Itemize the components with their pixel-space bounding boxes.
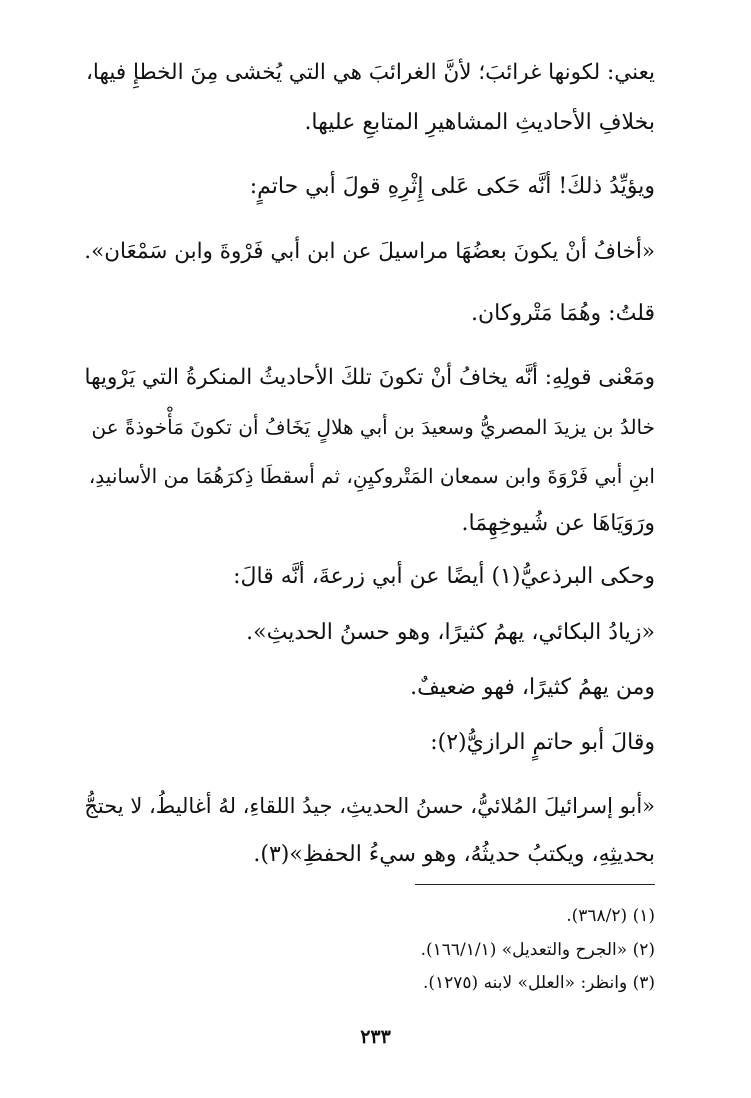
- quote-line: «أبو إسرائيلَ المُلائيُّ، حسنُ الحديثِ، جيدُ اللقاءِ، لهُ أغاليطُ، لا يحتجُّ: [84, 794, 655, 818]
- quote-line: «أخافُ أنْ يكونَ بعضُهَا مراسيلَ عن ابن أبي فَرْوةَ وابن سَمْعَان».: [84, 239, 655, 264]
- quote-line: «زيادُ البكائي، يهمُ كثيرًا، وهو حسنُ الحديثِ».: [246, 620, 655, 645]
- footnote-separator: [415, 884, 655, 885]
- text-line: وحكى البرذعيُّ(١) أيضًا عن أبي زرعةَ، أنَّه قالَ:: [233, 564, 655, 589]
- text-line: ورَوَيَاهَا عن شُيوخِهِمَا.: [461, 511, 655, 536]
- text-line: ومَعْنى قولِهِ: أنَّه يخافُ أنْ تكونَ تلكَ الأحاديثُ المنكرةُ التي يَرْويها: [84, 365, 655, 390]
- text-line: ويؤيِّدُ ذلكَ! أنَّه حَكى عَلى إِثْرِهِ قولَ أبي حاتمٍ:: [249, 174, 655, 199]
- text-line: وقالَ أبو حاتمٍ الرازيُّ(٢):: [430, 730, 655, 755]
- text-line: قلتُ: وهُمَا مَتْروكان.: [471, 301, 655, 326]
- page-number: ٢٣٣: [360, 1026, 391, 1048]
- text-line: خالدُ بن يزيدَ المصريُّ وسعيدَ بن أبي هلالٍ يَخَافُ أن تكونَ مَأْخوذةً عن: [91, 415, 655, 439]
- footnote: (٢) «الجرح والتعديل» (١٦٦/١/١).: [420, 940, 655, 960]
- footnote: (١) (٣٦٨/٢).: [566, 906, 655, 926]
- text-line: ومن يهمُ كثيرًا، فهو ضعيفٌ.: [410, 675, 655, 700]
- text-line: يعني: لكونها غرائبَ؛ لأنَّ الغرائبَ هي التي يُخشى مِنَ الخطإِ فيها،: [85, 60, 655, 85]
- quote-line: بحديثِهِ، ويكتبُ حديثُهُ، وهو سيءُ الحفظِ»(٣).: [253, 842, 655, 867]
- text-line: ابنِ أبي فَرْوَةَ وابن سمعان المَتْروكيِنِ، ثم أسقطَا ذِكرَهُمَا من الأسانيدِ،: [88, 464, 655, 488]
- text-line: بخلافِ الأحاديثِ المشاهيرِ المتابعِ عليها.: [304, 110, 655, 135]
- footnote: (٣) وانظر: «العلل» لابنه (١٢٧٥).: [422, 973, 655, 993]
